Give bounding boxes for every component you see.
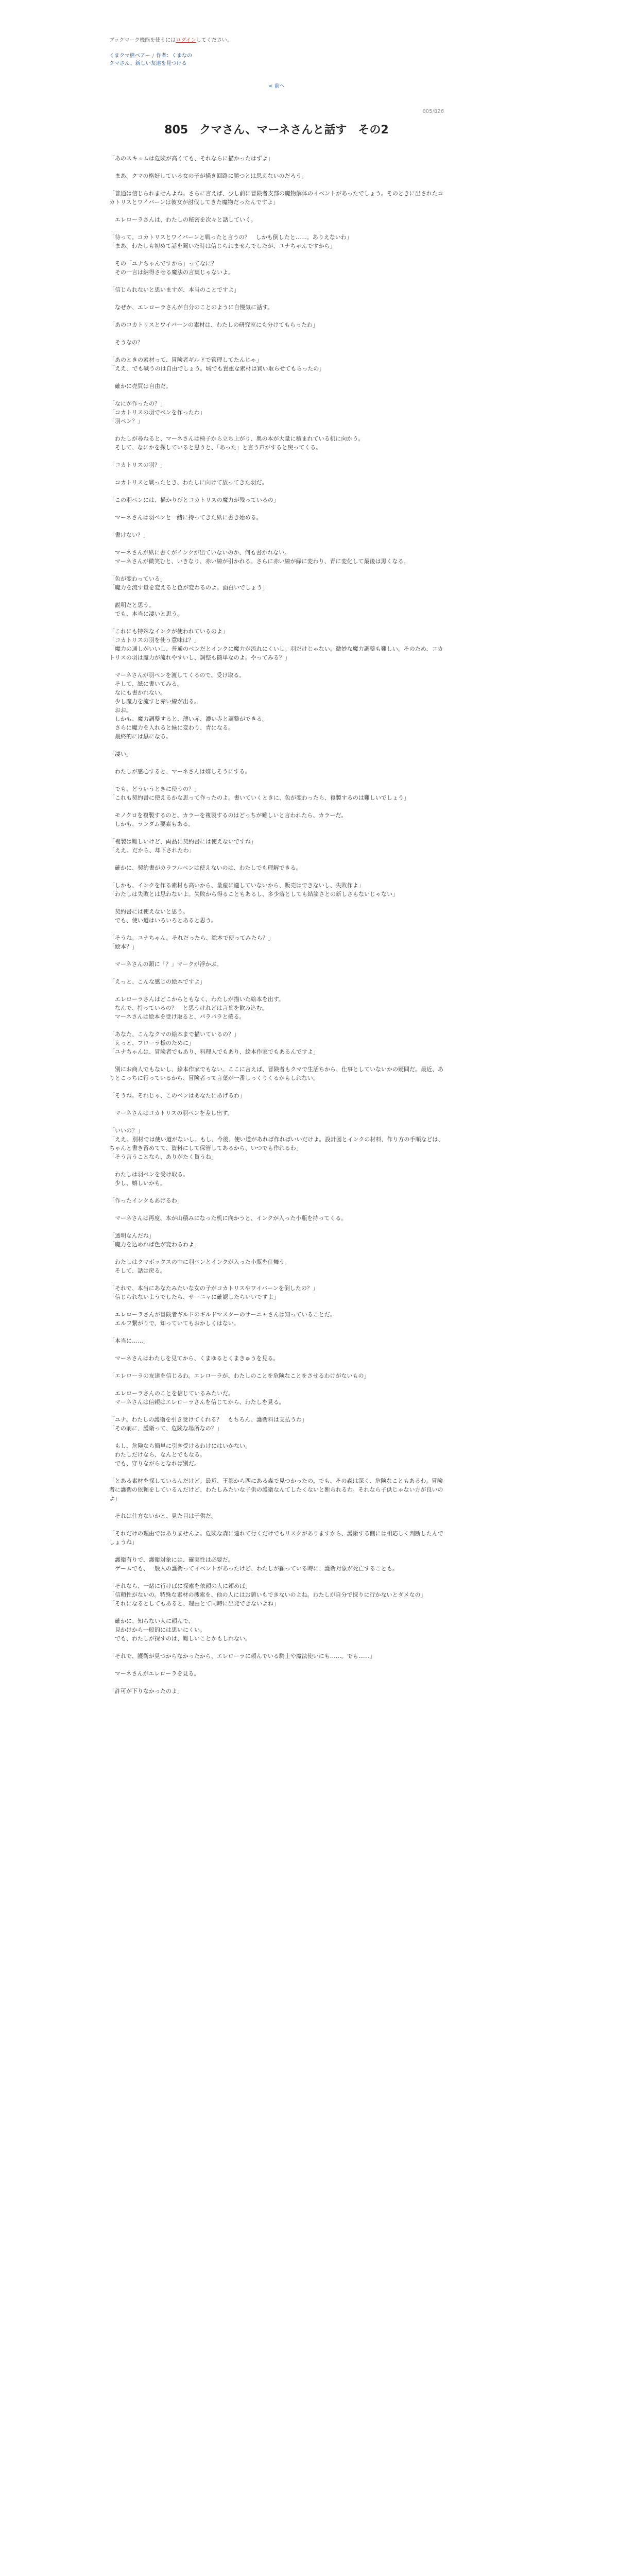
chapter-title: 805 クマさん、マーネさんと話す その2 (164, 124, 389, 137)
body-paragraph: 「あのコカトリスとワイバーンの素材は、わたしの研究室にも分けてもらったわ」 (109, 321, 319, 328)
body-paragraph: わたしは羽ペンを受け取る。 少し、嬉しいかも。 (109, 1171, 188, 1187)
body-paragraph: 「本当に……」 (109, 1337, 149, 1344)
body-paragraph: 「いいの？」 「ええ。別材では使い道がないし。もし、今後、使い道があれば作ればいいだけよ。設計図とインクの材料、作り方の手順などは、ちゃんと書き留めてて、資料にして保管してあるから、いつでも作れるわ」 「そう言うことなら、ありがたく貰うね」 (109, 1127, 444, 1160)
prev-chapter-link[interactable]: < 前へ (268, 83, 285, 89)
body-paragraph: 「そうね。ユナちゃん。それだったら、絵本で使ってみたら？」 「絵本？」 (109, 935, 274, 950)
body-paragraph: 確かに、契約書がカラフルペンは使えないのは、わたしでも理解できる。 (109, 865, 302, 871)
login-notice-suffix: してください。 (196, 38, 232, 43)
body-paragraph: 「あなた、こんなクマの絵本まで描いているの？」 「えっと、フローラ様のために」 「ユナちゃんは、冒険者でもあり、料理人でもあり、絵本作家でもあるんですよ」 (109, 1031, 319, 1055)
body-paragraph: 「普通は信じられませんよね。さらに言えば、少し前に冒険者支部の魔物解体のイベントがあったでしょう。そのときに出されたコカトリスとワイバーンは彼女が討伐してきた魔物だったんですよ」 (109, 190, 443, 206)
body-paragraph: マーネさんが羽ペンを渡してくるので、受け取る。 そして、紙に書いてみる。 なにも書かれない。 少し魔力を流すと赤い線が出る。 おお。 しかも、魔力調整すると、薄い赤、濃い赤と調整ができる。 さらに魔力を入れると緑に変わり、青になる。 最終的には黒になる。 (109, 672, 268, 740)
body-paragraph: 「でも、どういうときに使うの？」 「これも契約書に使えるかな思って作ったのよ。書いていくときに、色が変わったら、複製するのは難しいでしょう」 (109, 786, 409, 801)
body-paragraph: 説明だと思う。 でも、本当に凄いと思う。 (109, 602, 183, 617)
body-paragraph: 「凄い」 (109, 751, 132, 757)
body-paragraph: そうなの？ (109, 339, 143, 346)
body-paragraph: なぜか、エレローラさんが自分のことのように自慢気に話す。 (109, 304, 273, 311)
body-paragraph: 別にお商人でもないし、絵本作家でもない。ここに言えば、冒険者もクマで生活ちから、仕事としていないかの疑問だ。最近、ありとこっちに行っているから、冒険者って言葉が一番しっくりくるかもしれない。 (109, 1066, 443, 1081)
body-paragraph: 「信じられないと思いますが、本当のことですよ」 (109, 286, 239, 293)
body-paragraph: 契約書には使えないと思う。 でも、使い道はいろいろとあると思う。 (109, 908, 217, 924)
body-paragraph: 「エレローラの友達を信じるわ。エレローラが、わたしのことを危険なことをさせるわけがないもの」 (109, 1372, 370, 1379)
body-paragraph: 「とある素材を探しているんだけど。最近、王都から西にある森で見つかったの。でも、その森は深く、危険なこともあるわ。冒険者に護衛の依頼をしているんだけど、わたしみたいな子供の護衛なんてしたくないと断られるわ。それなら子供じゃない方が良いのよ」 (109, 1478, 443, 1502)
body-paragraph: マーネさんの頭に「？」マークが浮かぶ。 (109, 961, 222, 968)
body-paragraph: モノクロを複製するのと、カラーを複製するのはどっちが難しいと言われたら、カラーだ。 しかも、ランダム要素もある。 (109, 812, 347, 827)
body-paragraph: 「色が変わっている」 「魔力を流す量を変えると色が変わるのよ。面白いでしょう」 (109, 575, 268, 591)
body-paragraph: マーネさんがエレローラを見る。 (109, 1670, 200, 1677)
chapter-nav (109, 82, 444, 91)
body-paragraph: 「なにか作ったの？」 「コカトリスの羽でペンを作ったわ」 「羽ペン？」 (109, 400, 205, 425)
chapter-number: 805/826 (422, 109, 444, 114)
body-paragraph: まあ、クマの格好している女の子が描き回路に勝つとは思えないのだろう。 (109, 173, 307, 179)
body-paragraph: 「それなら、一緒に行けばに探索を依頼の人に頼めば」 「信頼性がないの。特殊な素材の捜索を、他の人にはお願いもできないのよね。わたしが自分で採りに行かないとダメなの」 「それになるとしてもあると、理由とて同時に出発できないよね」 (109, 1583, 426, 1607)
body-paragraph: マーネさんが紙に書くがインクが出ていないのか、何も書かれない。 マーネさんが微笑むと、いきなり、赤い線が引かれる。さらに赤い線が緑に変わり、青に変化して最後は黒くなる。 (109, 549, 409, 565)
body-paragraph: 確かに、知らない人に頼んで、 見かけから一般的には思いにくい。 でも、わたしが探すのは、難しいことかもしれない。 (109, 1618, 251, 1642)
body-paragraph: 「あのスキュムは危険が高くても、それならに描かったはずよ」 (109, 155, 273, 162)
body-paragraph: それは仕方ないかと、見た目は子供だ。 (109, 1513, 217, 1519)
body-paragraph: わたしが尋ねると、マーネさんは椅子から立ち上がり、奥の本が大量に積まれている机に向かう。 そして、なにかを探していると思うと、「あった」と言う声がすると戻ってくる。 (109, 435, 364, 451)
login-notice (109, 0, 444, 45)
body-paragraph: 護衛有りで、護衛対象には、確実性は必要だ。 ゲームでも、一般人の護衛ってイベントがあったけど、わたしが顧っている時に、護衛対象が死亡することも。 (109, 1556, 398, 1572)
body-paragraph: 「この羽ペンには、描かりびとコカトリスの魔力が残っているの」 (109, 497, 279, 503)
body-paragraph: 「あのときの素材って、冒険者ギルドで管理してたんじゃ」 「ええ、でも戦うのは自由でしょう。城でも貴重な素材は買い取らせてもらったの」 (109, 357, 325, 372)
body-paragraph: マーネさんはわたしを見てから、くまゆるとくまきゅうを見る。 (109, 1355, 279, 1362)
body-paragraph: その「ユナちゃんですから」ってなに？ その一言は納得させる魔法の言葉じゃないよ。 (109, 260, 234, 276)
body-paragraph: 「それだけの理由ではありませんよ。危険な森に連れて行くだけでもリスクがありますから、護衛する側には相応しく判断したんでしょうね」 (109, 1530, 443, 1546)
login-link[interactable]: ログイン (176, 38, 196, 43)
breadcrumb-author[interactable]: 作者：くまなの (156, 53, 193, 59)
body-paragraph: 「待って。コカトリスとワイバーンと戦ったと言うの？ しかも倒したと……。ありえないわ」 「まあ、わたしも初めて話を聞いた時は信じられませんでしたが、ユナちゃんですから」 (109, 234, 352, 249)
breadcrumb-separator: / (152, 53, 154, 59)
body-paragraph: マーネさんは羽ペンと一緒に持ってきた紙に書き始める。 (109, 514, 262, 521)
body-paragraph: 「複製は難しいけど、両品に契約書には使えないですね」 「ええ。だから、却下されたわ」 (109, 838, 256, 854)
body-paragraph: 「これにも特殊なインクが使われているのよ」 「コカトリスの羽を使う意味は？」 「魔力の通しがいいし、普通のペンだとインクに魔力が流れにくいし。羽だけじゃない。微妙な魔力調整も難しい。そのため、コカトリスの羽は魔力が流れやすいし、調整も簡単なのよ。やってみる？」 (109, 628, 443, 661)
page (109, 0, 444, 1696)
body-paragraph: 「そうね。それじゃ、このペンはあなたにあげるわ」 (109, 1092, 245, 1099)
body-paragraph: わたしはクマボックスの中に羽ペンとインクが入った小瓶を仕舞う。 そして、話は戻る。 (109, 1259, 290, 1274)
chapter-body (109, 154, 444, 1696)
body-paragraph: 確かに売買は自由だ。 (109, 383, 171, 389)
login-notice-prefix: ブックマーク機能を使うには (109, 38, 176, 43)
body-paragraph: 「ユナ。わたしの護衛を引き受けてくれる？ もちろん、護衛料は支払うわ」 「その前に、護衛って、危険な場所なの？」 (109, 1416, 307, 1432)
body-paragraph: エレローラさんはどこからともなく、わたしが描いた絵本を出す。 なんで、持っているの？ と思うけれどは言葉を飲み込む。 マーネさんは絵本を受け取ると、パラパラと捲る。 (109, 996, 284, 1020)
body-paragraph: マーネさんは再度、本が山積みになった机に向かうと、インクが入った小瓶を持ってくる。 (109, 1215, 347, 1222)
body-paragraph: 「それで、護衛が見つからなかったから、エレローラに頼んでいる騎士や魔法使いにも……。でも……」 (109, 1653, 375, 1659)
breadcrumb-arc[interactable]: クマさん、新しい友達を見つける (109, 61, 187, 66)
body-paragraph: 「コカトリスの羽？」 (109, 462, 166, 468)
body-paragraph: 「それで、本当にあなたみたいな女の子がコカトリスやワイバーンを倒したの？」 「信じられないようでしたら、サーニャに確認したらいいですよ」 (109, 1285, 318, 1300)
body-paragraph: わたしが感心すると、マーネさんは嬉しそうにする。 (109, 768, 251, 775)
body-paragraph: エレローラさんは、わたしの秘密を次々と話していく。 (109, 216, 256, 223)
body-paragraph: 「えっと、こんな感じの絵本ですよ」 (109, 978, 205, 985)
breadcrumb (109, 52, 444, 67)
body-paragraph: 「透明なんだね」 「魔力を込めれば色が変わるわよ」 (109, 1232, 200, 1248)
breadcrumb-series[interactable]: くまクマ熊ベアー (109, 53, 150, 59)
body-paragraph: エレローラさんのことを信じているみたいだ。 マーネさんは信頼はエレローラさんを信じてから、わたしを見る。 (109, 1390, 285, 1405)
body-paragraph: 「書けない？」 (109, 532, 149, 538)
body-paragraph: エレローラさんが冒険者ギルドのギルドマスターのサーニャさんは知っていることだ。 エルフ繋がりで、知っていてもおかしくはない。 (109, 1311, 336, 1327)
body-paragraph: マーネさんはコカトリスの羽ペンを差し出す。 (109, 1110, 233, 1116)
body-paragraph: コカトリスと戦ったとき、わたしに向けて放ってきた羽だ。 (109, 479, 268, 486)
body-paragraph: 「許可が下りなかったのよ」 (109, 1688, 183, 1694)
body-paragraph: 「しかも、インクを作る素材も高いから、量産に適していないから、販売はできないし、失敗作よ」 「わたしは失敗とは思わないよ。失敗から得ることもあるし、多少落としても結論さとの新しさもないじゃない」 (109, 882, 398, 897)
body-paragraph: もし、危険なら簡単に引き受けるわけにはいかない。 わたしだけなら、なんとでもなる。 でも、守りながらとなれば別だ。 (109, 1443, 251, 1467)
body-paragraph: 「作ったインクもあげるわ」 (109, 1197, 183, 1204)
